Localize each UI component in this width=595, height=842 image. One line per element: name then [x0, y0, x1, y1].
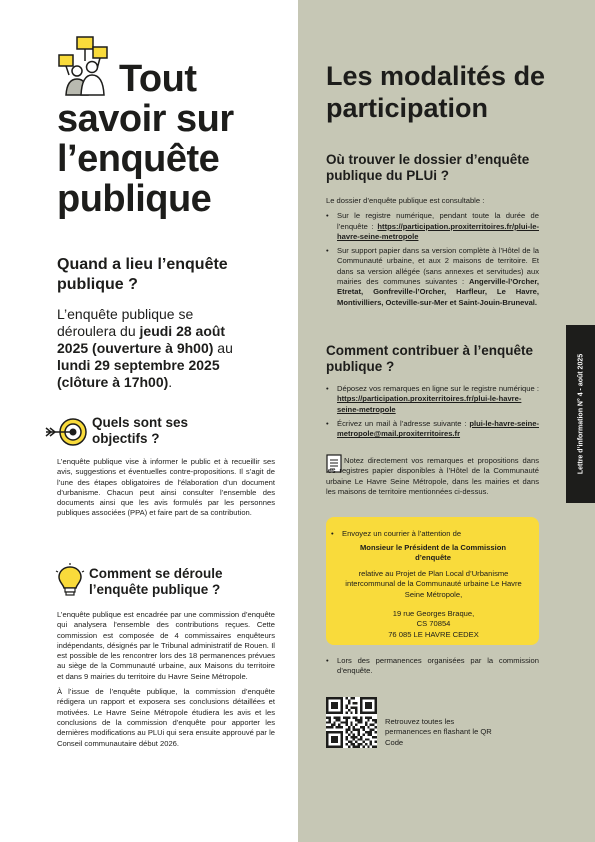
where-intro: Le dossier d’enquête publique est consultable :	[326, 196, 485, 205]
letter-address-line-3: 76 085 LE HAVRE CEDEX	[388, 629, 479, 639]
contribute-item-mail: • Écrivez un mail à l’adresse suivante : plui-le-havre-seine-metropole@mail.proxiterritoires.fr	[326, 419, 539, 440]
process-paragraph-2: À l’issue de l’enquête publique, la commission d’enquête rédigera un rapport et exposera ses conclusions détaillées et motivées. Le Havre Seine Métropole étudiera les avis et les conclusions de la commission d’enquête pour apporter les dernières modifications au PLUi qui sera ensuite approuvé par le Conseil communautaire début 2026.	[57, 687, 275, 748]
contribute-item-online: • Déposez vos remarques en ligne sur le registre numérique : https://participation.proxiterritoires.fr/plui-le-havre-seine-metropole	[326, 384, 539, 415]
modalities-title: Les modalités de participation	[326, 61, 546, 123]
newsletter-side-tab	[566, 325, 595, 503]
contribute-section	[326, 384, 539, 443]
page-title: Tout savoir sur l’enquête publique	[57, 58, 234, 220]
process-heading: Comment se déroule l’enquête publique ?	[89, 566, 223, 597]
when-text: L’enquête publique se déroulera du jeudi 28 août 2025 (ouverture à 9h00) au lundi 29 septembre 2025 (clôture à 17h00).	[57, 306, 233, 390]
qr-code[interactable]	[326, 697, 377, 748]
where-section	[326, 196, 539, 312]
letter-recipient: Monsieur le Président de la Commission d’enquête	[359, 543, 506, 563]
letter-intro: • Envoyez un courrier à l’attention de	[331, 529, 536, 543]
newsletter-label: Lettre d’information N° 4 - août 2025	[577, 353, 584, 475]
qr-caption: Retrouvez toutes les permanences en flashant le QR Code	[385, 717, 492, 747]
process-paragraph-1: L’enquête publique est encadrée par une commission d’enquête qui analysera l’ensemble des contributions reçues. Cette commission est composée de 4 commissaires enquêteurs indépendants, désignés par le Tribunal administratif de Rouen. Il est possible de les rencontrer lors des 18 permanences prévues au siège de la Communauté urbaine, aux Maisons du territoire et dans 9 mairies du territoire du Havre Seine Métropole.	[57, 610, 275, 681]
target-icon	[44, 417, 88, 447]
registry-link[interactable]: https://participation.proxiterritoires.fr/plui-le-havre-seine-metropole	[337, 221, 539, 241]
where-heading: Où trouver le dossier d’enquête publique du PLUi ?	[326, 152, 530, 183]
objectives-text: L’enquête publique vise à informer le public et à recueillir ses avis, suggestions et éventuelles contre-propositions. Il s’agit de l’une des étapes obligatoires de l’élaboration d’un document d’urbanisme. Chacun peut ainsi consulter l’ensemble des documents ainsi que les avis formulés par les personnes publiques associées (PPA) et faire part de sa contribution.	[57, 457, 275, 518]
objectives-heading: Quels sont ses objectifs ?	[92, 415, 189, 446]
contribute-registry-link[interactable]: https://participation.proxiterritoires.fr/plui-le-havre-seine-metropole	[337, 394, 522, 414]
where-item-paper: • Sur support papier dans sa version complète à l’Hôtel de la Communauté urbaine, et aux 2 maisons de territoire. Et dans sa version allégée (sans annexes et servitudes) aux mairies des communes suivantes : Angerville-l’Orcher, Etretat, Gonfreville-l’Orcher, Harfleur, Le Havre, Montivilliers, Octeville-sur-Mer et Saint-Jouin-Bruneval.	[326, 246, 539, 308]
permanences-section	[326, 656, 539, 681]
when-heading: Quand a lieu l’enquête publique ?	[57, 256, 228, 293]
process-text	[57, 610, 275, 754]
email-link[interactable]: plui-le-havre-seine-metropole@mail.proxiterritoires.fr	[337, 418, 539, 439]
letter-address	[336, 609, 531, 640]
letter-address-line-2: CS 70854	[416, 619, 451, 629]
letter-regarding: relative au Projet de Plan Local d’Urbanisme intercommunal de la Communauté urbaine Le Havre Seine Métropole,	[345, 569, 522, 599]
contribute-item-paper: Notez directement vos remarques et propositions dans les registres papier disponibles à l’Hôtel de la Communauté urbaine Le Havre Seine Métropole, dans les mairies et dans les maisons de territoire mentionnées ci-dessus.	[326, 456, 539, 496]
letter-address-line-1: 19 rue Georges Braque,	[392, 609, 475, 618]
contribute-heading: Comment contribuer à l’enquête publique ?	[326, 343, 534, 374]
permanences-item: • Lors des permanences organisées par la commission d’enquête.	[326, 656, 539, 677]
lightbulb-icon	[55, 563, 85, 597]
where-item-online: • Sur le registre numérique, pendant toute la durée de l’enquête : https://participation.proxiterritoires.fr/plui-le-havre-seine-metropole	[326, 211, 539, 242]
